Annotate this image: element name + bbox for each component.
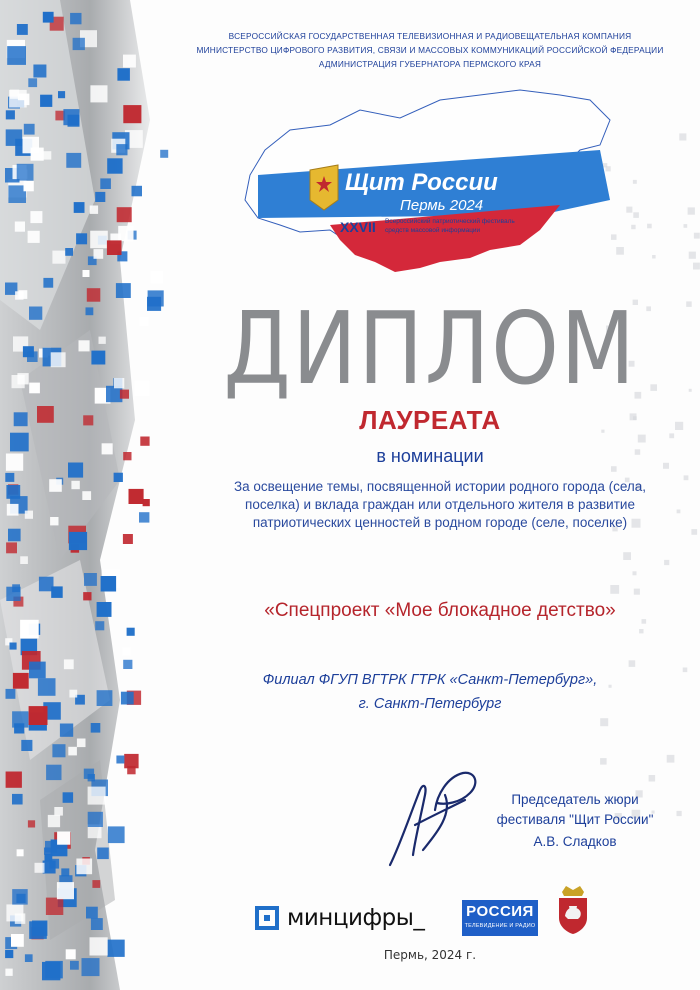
mosaic-square [32, 921, 47, 936]
project-title: «Спецпроект «Мое блокадное детство» [264, 600, 616, 621]
jury-line-2: фестиваля "Щит России" [496, 812, 654, 827]
mosaic-square-faint [629, 660, 636, 667]
in-nomination-label: в номинации [376, 446, 484, 466]
mosaic-square [21, 740, 32, 751]
emblem-edition: XXVII [340, 219, 376, 235]
mosaic-square [46, 765, 61, 780]
mosaic-square [102, 443, 113, 454]
mosaic-square [43, 861, 56, 874]
mosaic-square [143, 499, 150, 506]
mosaic-square [79, 340, 90, 351]
mosaic-square [129, 489, 144, 504]
festival-emblem [0, 0, 700, 300]
mosaic-square [13, 673, 29, 689]
nomination-text: За освещение темы, посвященной истории родного города (села, поселка) и вклада граждан или отдельного жителя в развитие патриотических ценностей в родном городе (селе, поселке) [233, 479, 647, 530]
mosaic-square [140, 317, 149, 326]
mosaic-square [54, 807, 63, 816]
mosaic-square [29, 383, 40, 394]
mosaic-square-faint [677, 510, 681, 514]
emblem-city-year: Пермь 2024 [400, 197, 484, 214]
mosaic-square [97, 602, 112, 617]
mincifry-wordmark: минцифры_ [287, 905, 425, 931]
mincifry-logo [255, 903, 424, 933]
mincifry-icon [255, 906, 279, 930]
mosaic-square [97, 848, 109, 860]
mosaic-square-faint [689, 389, 692, 392]
mosaic-square [57, 832, 70, 845]
mosaic-square [17, 849, 24, 856]
mosaic-square [99, 337, 106, 344]
mosaic-square-faint [664, 560, 669, 565]
emblem-festival-line-2: средств массовой информации [385, 227, 481, 234]
mosaic-square [17, 373, 28, 384]
mosaic-square [122, 647, 130, 655]
mosaic-square [11, 934, 24, 947]
mosaic-square-faint [649, 775, 656, 782]
mosaic-square [86, 907, 98, 919]
mosaic-square [123, 452, 131, 460]
mosaic-square [97, 690, 113, 706]
mosaic-square [35, 863, 45, 873]
mosaic-square [52, 744, 65, 757]
mosaic-square [12, 584, 20, 592]
mosaic-square [114, 378, 124, 388]
mosaic-square [39, 577, 54, 592]
mosaic-square [12, 711, 28, 727]
mosaic-square [45, 841, 57, 853]
mosaic-square [107, 940, 124, 957]
mosaic-square-faint [646, 306, 651, 311]
mosaic-square-faint [611, 466, 617, 472]
mosaic-square [114, 473, 123, 482]
mosaic-square [5, 473, 14, 482]
mosaic-square [70, 961, 79, 970]
diploma-title: ДИПЛОМ [223, 290, 637, 407]
mosaic-square [57, 882, 74, 899]
mosaic-square [15, 913, 25, 924]
emblem-festival-line-1: Всероссийский патриотический фестиваль [385, 218, 515, 225]
mosaic-square [76, 859, 92, 875]
mosaic-square [29, 307, 42, 320]
rossia-logo [462, 900, 538, 936]
mosaic-square-faint [600, 718, 608, 726]
mosaic-square [66, 949, 76, 959]
mosaic-square [49, 479, 62, 492]
mosaic-square [123, 660, 132, 669]
mosaic-square [20, 620, 39, 639]
mosaic-square-faint [639, 629, 643, 633]
mosaic-square [82, 958, 100, 976]
mosaic-square [71, 481, 79, 489]
mosaic-square [88, 774, 95, 781]
mosaic-square [8, 529, 21, 542]
mosaic-square [77, 739, 86, 748]
mosaic-square-faint [683, 668, 688, 673]
jury-line-1: Председатель жюри [511, 792, 639, 807]
mosaic-square [37, 406, 54, 423]
mosaic-square [116, 756, 124, 764]
organization-line-1: Филиал ФГУП ВГТРК ГТРК «Санкт-Петербург», [262, 672, 598, 688]
mosaic-square [123, 534, 133, 544]
mosaic-square [29, 706, 48, 725]
mosaic-square [124, 754, 138, 768]
mosaic-square [68, 747, 77, 756]
mosaic-square [140, 437, 149, 446]
mosaic-square [82, 491, 91, 500]
mosaic-square [6, 772, 22, 788]
mosaic-square [12, 889, 28, 905]
rossia-subtitle: ТЕЛЕВИДЕНИЕ И РАДИО [464, 923, 536, 929]
rossia-wordmark: РОССИЯ [466, 903, 534, 920]
mosaic-square [28, 820, 35, 827]
mosaic-square [7, 504, 19, 516]
mosaic-square [91, 723, 101, 733]
header-line-2: МИНИСТЕРСТВО ЦИФРОВОГО РАЗВИТИЯ, СВЯЗИ И МАССОВЫХ КОММУНИКАЦИЙ РОССИЙСКОЙ ФЕДЕРАЦИИ [196, 45, 664, 55]
mosaic-square-faint [633, 571, 637, 575]
mosaic-square [5, 969, 12, 976]
laureate-label: ЛАУРЕАТА [359, 405, 501, 435]
emblem-name: Щит России [345, 169, 498, 196]
mosaic-square [101, 576, 117, 592]
header-line-1: ВСЕРОССИЙСКАЯ ГОСУДАРСТВЕННАЯ ТЕЛЕВИЗИОННАЯ И РАДИОВЕЩАТЕЛЬНАЯ КОМПАНИЯ [228, 31, 632, 41]
mosaic-square [46, 898, 63, 915]
mosaic-square-faint [600, 758, 607, 765]
mosaic-square [95, 621, 104, 630]
mosaic-square [12, 794, 23, 805]
mosaic-square [6, 689, 16, 699]
mosaic-square-faint [634, 589, 640, 595]
mosaic-square [69, 690, 77, 698]
organization-line-2: г. Санкт-Петербург [358, 696, 502, 712]
mosaic-square [91, 351, 105, 365]
mosaic-square [14, 412, 28, 426]
mosaic-square [86, 307, 94, 315]
perm-krai-coat-of-arms-icon [556, 884, 590, 936]
mosaic-square [127, 628, 135, 636]
mosaic-square [83, 415, 93, 425]
mosaic-square [64, 659, 74, 669]
mosaic-square [83, 592, 91, 600]
mosaic-square [10, 433, 29, 452]
mosaic-square [6, 485, 20, 499]
mosaic-square [6, 454, 23, 471]
mosaic-square-faint [623, 552, 631, 560]
mosaic-square [88, 787, 106, 805]
mosaic-square [23, 346, 34, 357]
mosaic-square [25, 954, 33, 962]
mosaic-square [51, 352, 66, 367]
mosaic-square [63, 792, 74, 803]
mosaic-square-faint [650, 384, 657, 391]
mosaic-square [48, 815, 60, 827]
mosaic-square [120, 390, 129, 399]
mosaic-square-faint [610, 585, 619, 594]
mosaic-square [121, 692, 134, 705]
place-date: Пермь, 2024 г. [383, 948, 477, 962]
mosaic-square-faint [684, 475, 689, 480]
mosaic-square [42, 962, 60, 980]
header-line-3: АДМИНИСТРАЦИЯ ГУБЕРНАТОРА ПЕРМСКОГО КРАЯ [318, 59, 542, 69]
jury-chair-name: А.В. Сладков [533, 834, 617, 849]
mosaic-square [68, 463, 83, 478]
mosaic-square [88, 812, 103, 827]
mosaic-square [134, 381, 149, 396]
mosaic-square [50, 517, 58, 525]
mosaic-square [60, 724, 73, 737]
mosaic-square [29, 662, 46, 679]
mosaic-square [38, 678, 56, 696]
mosaic-square-faint [667, 755, 675, 763]
mosaic-square [92, 880, 100, 888]
mosaic-square [91, 918, 103, 930]
mosaic-square [139, 512, 149, 522]
mosaic-square [84, 573, 97, 586]
mosaic-square [69, 532, 87, 550]
mosaic-square [6, 542, 17, 553]
mosaic-square [10, 643, 17, 650]
mosaic-square [5, 950, 13, 958]
mosaic-square-faint [691, 529, 697, 535]
mosaic-square [20, 556, 28, 564]
mosaic-square-faint [686, 301, 692, 307]
mosaic-square [25, 511, 33, 519]
mosaic-square [108, 826, 125, 843]
mosaic-square [90, 937, 108, 955]
